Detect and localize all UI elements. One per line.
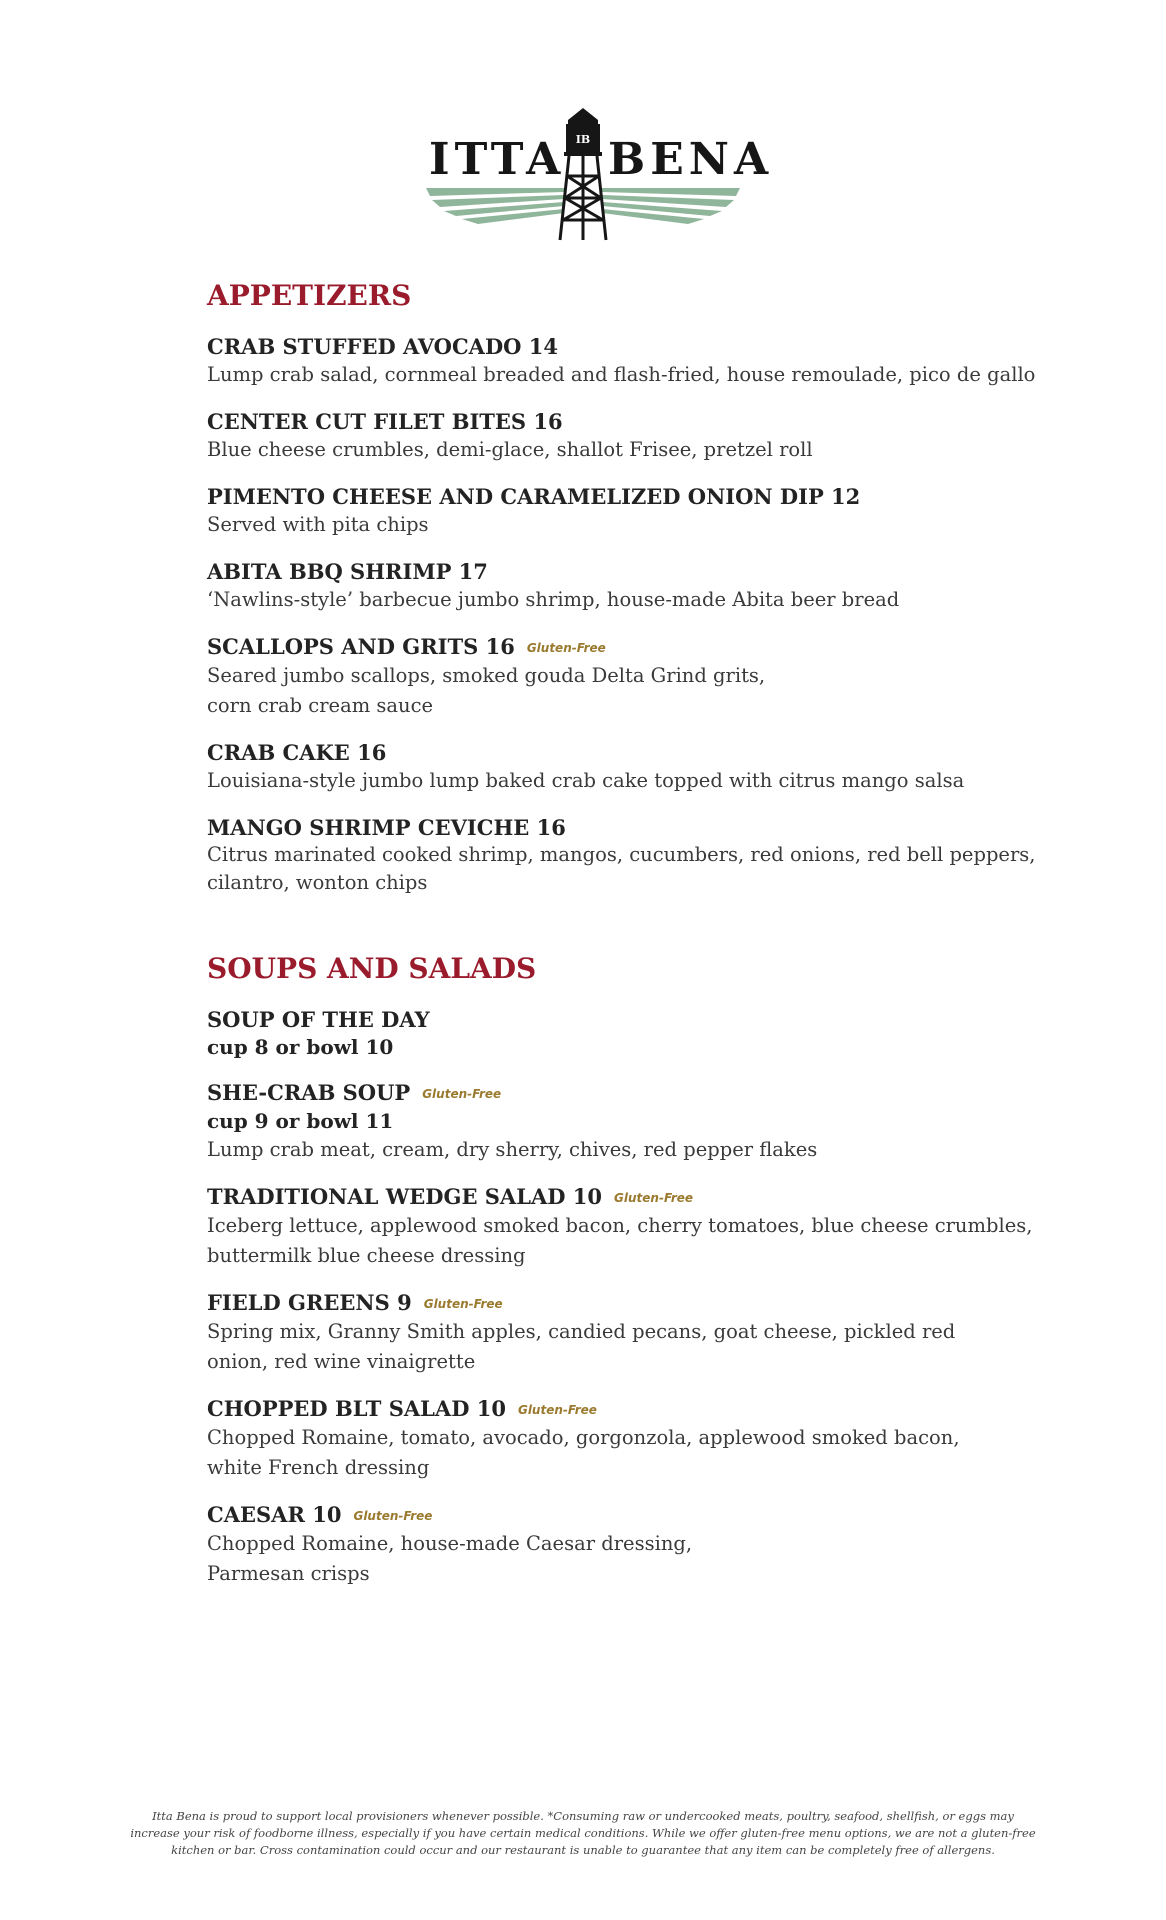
item-description: Iceberg lettuce, applewood smoked bacon, cherry tomatoes, blue cheese crumbles, buttermilk blue cheese dressing [207,1214,1033,1267]
item-description: Lump crab meat, cream, dry sherry, chives, red pepper flakes [207,1138,818,1161]
item-name: CENTER CUT FILET BITES 16 [207,409,563,434]
item-name [207,1502,1047,1529]
item-name [207,1290,1047,1317]
menu-item [207,1396,1047,1483]
menu-item [207,334,1047,390]
item-description: Chopped Romaine, tomato, avocado, gorgonzola, applewood smoked bacon, white French dressing [207,1426,960,1479]
menu-item [207,815,1047,897]
menu-item [207,634,1047,721]
item-name-text: TRADITIONAL WEDGE SALAD 10 [207,1184,603,1209]
item-description: Citrus marinated cooked shrimp, mangos, cucumbers, red onions, red bell peppers, cilantro, wonton chips [207,843,1036,894]
soups-salads-heading: SOUPS AND SALADS [207,952,537,985]
menu-item [207,1502,1047,1589]
menu-content [207,279,1047,1608]
item-description: Chopped Romaine, house-made Caesar dressing, Parmesan crisps [207,1532,693,1585]
item-name-text: CHOPPED BLT SALAD 10 [207,1396,506,1421]
menu-item [207,484,1047,540]
item-name-text: FIELD GREENS 9 [207,1290,412,1315]
item-name-text: SHE-CRAB SOUP [207,1080,411,1105]
menu-item [207,1184,1047,1271]
gluten-free-badge: Gluten-Free [423,1297,503,1311]
appetizers-heading: APPETIZERS [207,279,412,312]
item-description: Served with pita chips [207,513,429,536]
itta-bena-logo [424,106,774,242]
item-name [207,1184,1047,1211]
item-name [207,1080,1047,1107]
item-name-text: CAESAR 10 [207,1502,342,1527]
menu-item [207,1080,1047,1165]
menu-item [207,1290,1047,1377]
gluten-free-badge: Gluten-Free [353,1509,433,1523]
item-description: Spring mix, Granny Smith apples, candied pecans, goat cheese, pickled red onion, red wine vinaigrette [207,1320,956,1373]
item-name: PIMENTO CHEESE AND CARAMELIZED ONION DIP 12 [207,484,861,509]
item-price: cup 9 or bowl 11 [207,1109,394,1133]
menu-item [207,409,1047,465]
gluten-free-badge: Gluten-Free [422,1087,502,1101]
item-name: SOUP OF THE DAY [207,1007,430,1032]
item-name: ABITA BBQ SHRIMP 17 [207,559,488,584]
item-description: Blue cheese crumbles, demi-glace, shallot Frisee, pretzel roll [207,438,813,461]
item-name-text: SCALLOPS AND GRITS 16 [207,634,515,659]
footer-disclaimer: Itta Bena is proud to support local provisioners whenever possible. *Consuming raw or undercooked meats, poultry, seafood, shellfish, or eggs may increase your risk of foodborne illness, especially if you have certain medical conditions. While we offer gluten-free menu options, we are not a gluten-free kitchen or bar. Cross contamination could occur and our restaurant is unable to guarantee that any item can be completely free of allergens. [130,1809,1036,1857]
item-name: CRAB STUFFED AVOCADO 14 [207,334,559,359]
item-price: cup 8 or bowl 10 [207,1035,394,1059]
item-description: Louisiana-style jumbo lump baked crab cake topped with citrus mango salsa [207,769,965,792]
menu-item [207,559,1047,615]
menu-item [207,1007,1047,1061]
item-name: MANGO SHRIMP CEVICHE 16 [207,815,566,840]
item-description: Seared jumbo scallops, smoked gouda Delta Grind grits, corn crab cream sauce [207,664,766,717]
menu-item [207,740,1047,796]
tower-letters: IB [575,133,591,146]
gluten-free-badge: Gluten-Free [526,641,606,655]
gluten-free-badge: Gluten-Free [517,1403,597,1417]
gluten-free-badge: Gluten-Free [614,1191,694,1205]
brand-name-right: BENA [608,134,774,185]
item-name [207,634,1047,661]
item-description: Lump crab salad, cornmeal breaded and flash-fried, house remoulade, pico de gallo [207,363,1036,386]
item-description: ‘Nawlins-style’ barbecue jumbo shrimp, house-made Abita beer bread [207,588,900,611]
item-name: CRAB CAKE 16 [207,740,387,765]
brand-name-left: ITTA [429,134,566,185]
item-name [207,1396,1047,1423]
